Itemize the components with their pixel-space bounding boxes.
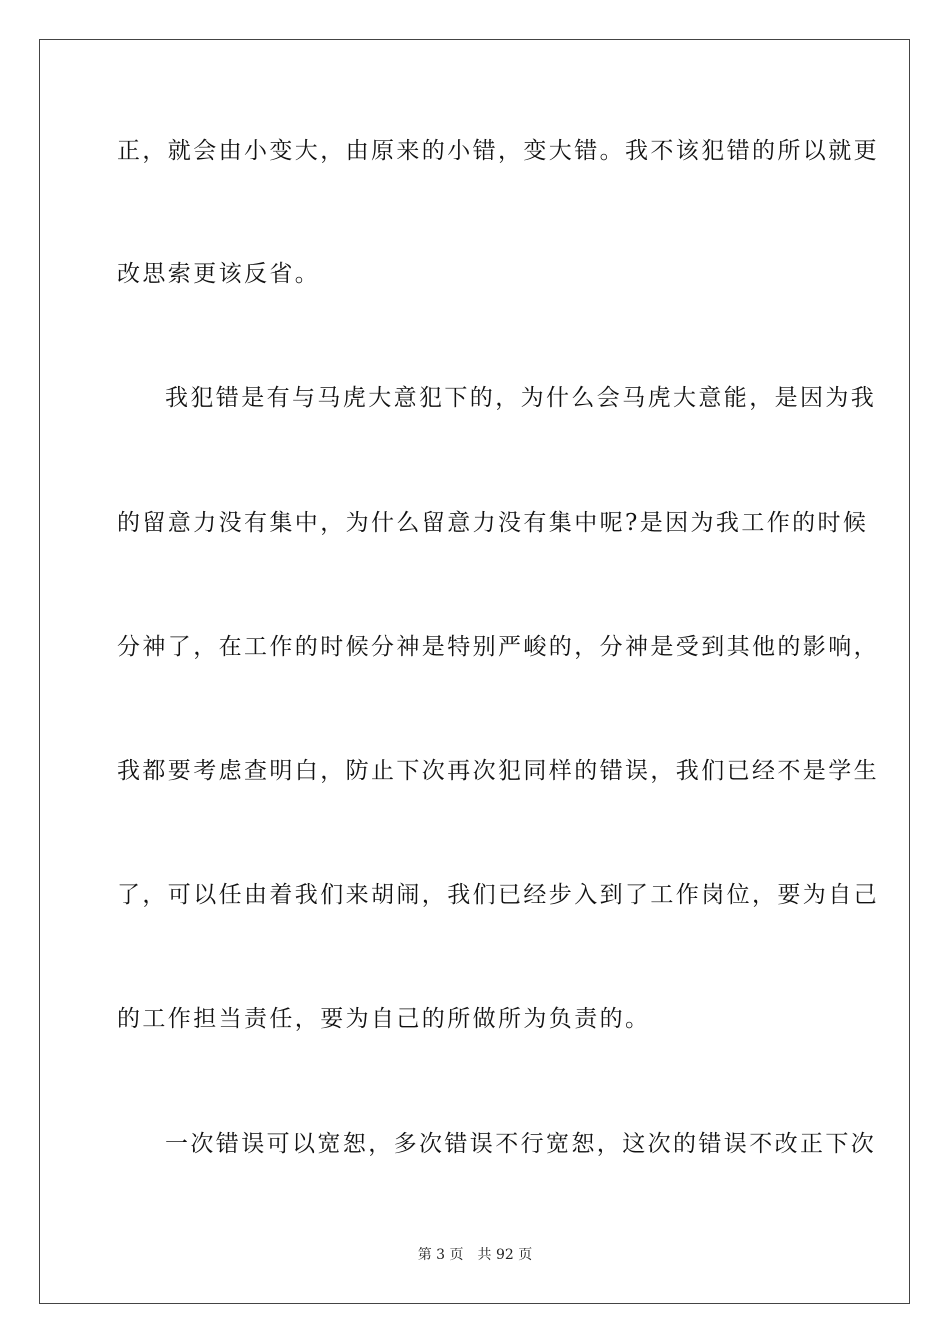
page-footer [0, 1246, 950, 1264]
total-pages: 共 92 页 [477, 1247, 533, 1263]
body-line-4: 的留意力没有集中，为什么留意力没有集中呢?是因为我工作的时候 [117, 510, 869, 536]
body-line-5: 分神了，在工作的时候分神是特别严峻的，分神是受到其他的影响， [117, 634, 879, 660]
body-line-3: 我犯错是有与马虎大意犯下的，为什么会马虎大意能，是因为我 [165, 385, 877, 411]
body-line-2: 改思索更该反省。 [117, 261, 321, 287]
page-number: 第 3 页 [417, 1247, 464, 1263]
body-line-6: 我都要考虑查明白，防止下次再次犯同样的错误，我们已经不是学生 [117, 758, 879, 784]
page-border [39, 39, 910, 1304]
body-line-1: 正，就会由小变大，由原来的小错，变大错。我不该犯错的所以就更 [117, 138, 879, 164]
body-line-9: 一次错误可以宽恕，多次错误不行宽恕，这次的错误不改正下次 [165, 1131, 877, 1157]
body-line-8: 的工作担当责任，要为自己的所做所为负责的。 [117, 1006, 651, 1032]
body-line-7: 了，可以任由着我们来胡闹，我们已经步入到了工作岗位，要为自己 [117, 882, 879, 908]
